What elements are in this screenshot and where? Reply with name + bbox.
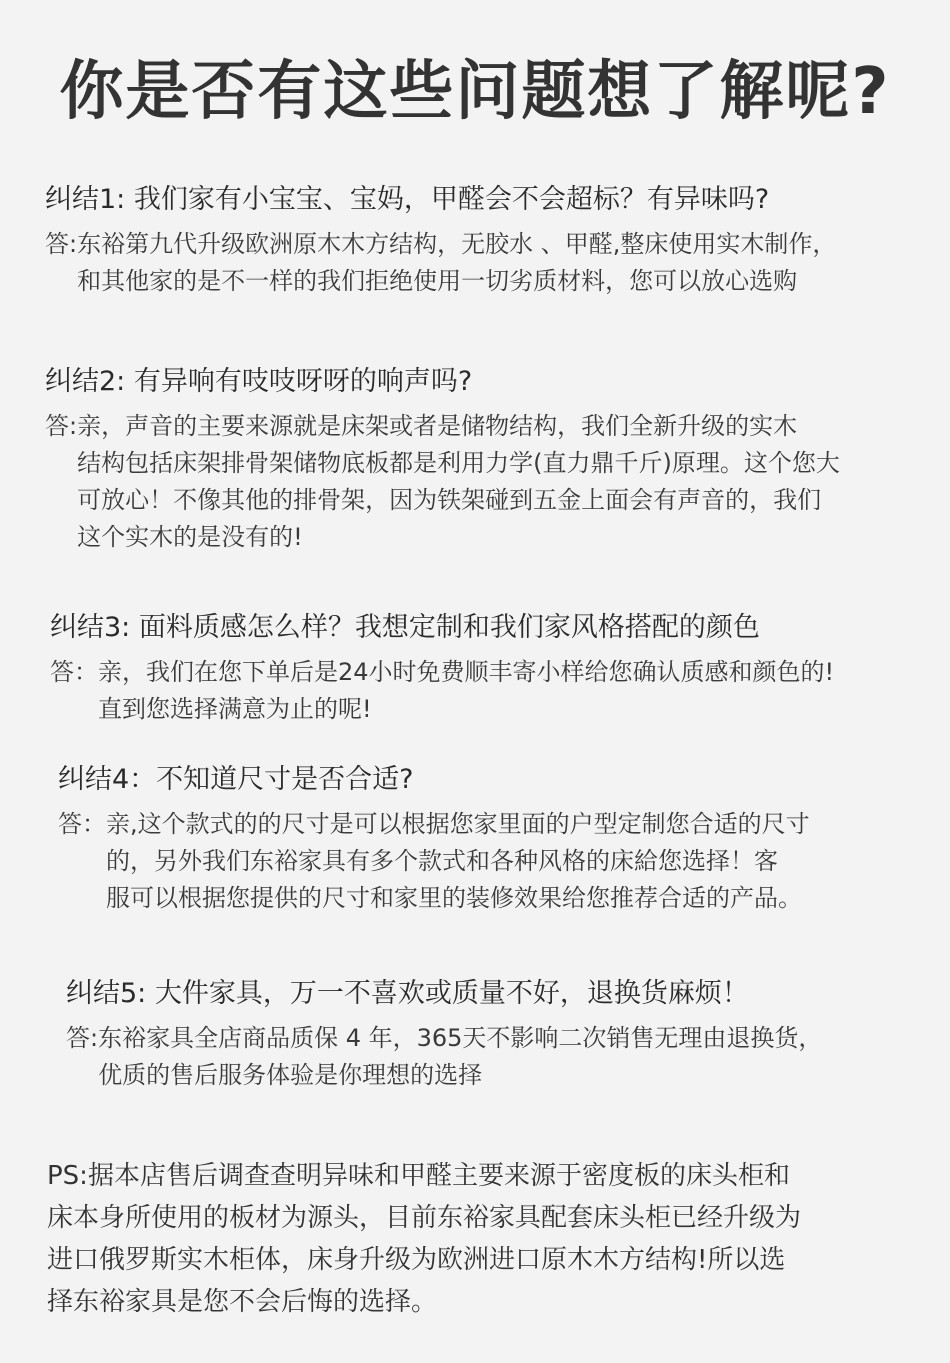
answer-2 bbox=[45, 408, 950, 556]
question-5: 纠结5: 大件家具，万一不喜欢或质量不好，退换货麻烦！ bbox=[66, 978, 749, 1009]
answer-label: 答： bbox=[50, 658, 98, 686]
answer-line: 可放心！不像其他的排骨架，因为铁架碰到五金上面会有声音的，我们 bbox=[77, 486, 822, 514]
answer-label: 答： bbox=[58, 810, 106, 838]
answer-label: 答: bbox=[66, 1024, 99, 1052]
answer-line: 优质的售后服务体验是你理想的选择 bbox=[98, 1061, 483, 1089]
answer-3 bbox=[50, 654, 950, 728]
qa-item-4 bbox=[58, 762, 950, 917]
answer-line: 直到您选择满意为止的呢! bbox=[98, 695, 372, 723]
answer-line: 和其他家的是不一样的我们拒绝使用一切劣质材料，您可以放心选购 bbox=[77, 267, 798, 295]
ps-line: PS:据本店售后调查查明异味和甲醛主要来源于密度板的床头柜和 bbox=[47, 1161, 790, 1191]
answer-line: 亲,这个款式的的尺寸是可以根据您家里面的户型定制您合适的尺寸 bbox=[106, 810, 810, 838]
question-1: 纠结1: 我们家有小宝宝、宝妈，甲醛会不会超标？有异味吗? bbox=[45, 184, 770, 215]
ps-line: 进口俄罗斯实木柜体，床身升级为欧洲进口原木木方结构!所以选 bbox=[47, 1245, 786, 1275]
answer-line: 的，另外我们东裕家具有多个款式和各种风格的床給您选择！客 bbox=[106, 847, 778, 875]
answer-label: 答: bbox=[45, 412, 78, 440]
answer-line: 这个实木的是没有的! bbox=[77, 523, 303, 551]
qa-item-5 bbox=[66, 976, 950, 1094]
answer-1 bbox=[45, 226, 950, 300]
answer-line: 亲，声音的主要来源就是床架或者是储物结构，我们全新升级的实木 bbox=[77, 412, 798, 440]
answer-5 bbox=[66, 1020, 950, 1094]
ps-line: 择东裕家具是您不会后悔的选择。 bbox=[47, 1287, 438, 1317]
answer-line: 东裕第九代升级欧洲原木木方结构，无胶水 、甲醛,整床使用实木制作， bbox=[77, 230, 837, 258]
ps-line: 床本身所使用的板材为源头，目前东裕家具配套床头柜已经升级为 bbox=[47, 1203, 802, 1233]
question-4: 纠结4：不知道尺寸是否合适? bbox=[58, 764, 414, 795]
qa-item-3 bbox=[50, 610, 950, 728]
question-3: 纠结3: 面料质感怎么样？我想定制和我们家风格搭配的颜色 bbox=[50, 612, 760, 643]
answer-label: 答: bbox=[45, 230, 78, 258]
qa-item-1 bbox=[45, 182, 950, 300]
qa-item-2 bbox=[45, 364, 950, 556]
answer-line: 服可以根据您提供的尺寸和家里的装修效果给您推荐合适的产品。 bbox=[106, 884, 802, 912]
page-title: 你是否有这些问题想了解呢? bbox=[59, 55, 891, 129]
answer-4 bbox=[58, 806, 950, 917]
answer-line: 结构包括床架排骨架储物底板都是利用力学(直力鼎千斤)原理。这个您大 bbox=[77, 449, 840, 477]
ps-note bbox=[47, 1155, 917, 1323]
answer-line: 东裕家具全店商品质保 4 年，365天不影响二次销售无理由退换货， bbox=[98, 1024, 823, 1052]
question-2: 纠结2: 有异响有吱吱呀呀的响声吗? bbox=[45, 366, 473, 397]
answer-line: 亲，我们在您下单后是24小时免费顺丰寄小样给您确认质感和颜色的! bbox=[98, 658, 835, 686]
